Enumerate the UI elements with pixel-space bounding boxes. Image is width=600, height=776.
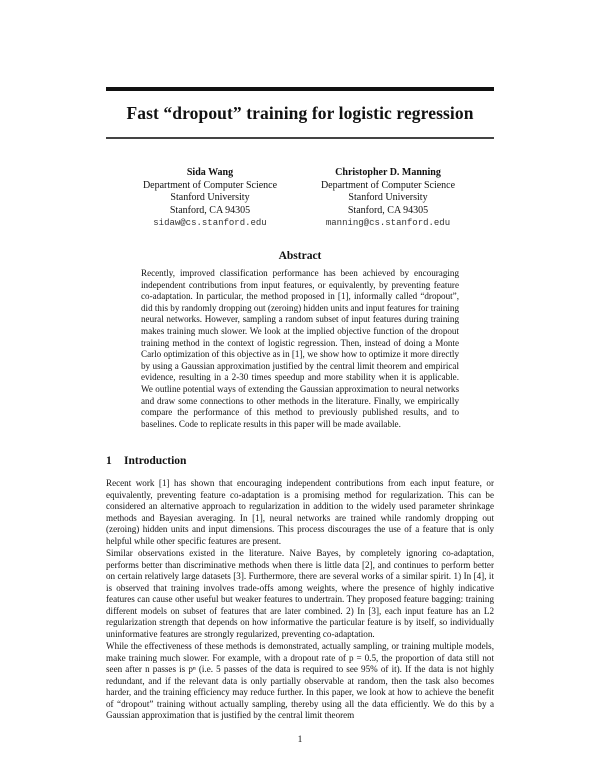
abstract-text: Recently, improved classification performance has been achieved by encouraging independent contributions from input features, or equivalently, by preventing feature co-adaptation. In particular, the method proposed in [1], informally called “dropout”, did this by randomly dropping out (zeroing) hidden units and input features for training neural networks. However, sampling a random subset of input features during training makes training much slower. We look at the implied objective function of the dropout training method in the context of logistic regression. Then, instead of doing a Monte Carlo optimization of this objective as in [1], we show how to optimize it more directly by using a Gaussian approximation justified by the central limit theorem and empirical evidence, resulting in a 2-30 times speedup and more stability when it is applicable. We outline potential ways of extending the Gaussian approximation to neural networks and draw some connections to other methods in the literature. Finally, we empirically compare the performance of this method to previously published results, and to baselines. Code to replicate results in this paper will be made available. <box>141 268 459 429</box>
author-department: Department of Computer Science <box>142 179 278 191</box>
paragraph: While the effectiveness of these methods is demonstrated, actually sampling, or training multiple models, make training much slower. For example, with a dropout rate of p = 0.5, the proportion of data still not seen after n passes is pⁿ (i.e. 5 passes of the data is required to see 95% of it). If the data is not highly redundant, and if the relevant data is only partially observable at random, then the task also becomes harder, and the training efficiency may reduce further. In this paper, we look at how to achieve the benefit of “dropout” training without actually sampling, thereby using all the data efficiently. We do this by a Gaussian approximation that is justified by the central limit theorem <box>106 641 494 721</box>
top-rule <box>106 87 494 91</box>
author-location: Stanford, CA 94305 <box>169 204 251 216</box>
paragraph: Recent work [1] has shown that encouraging independent contributions from each input feature, or equivalently, preventing feature co-adaptation is a promising method for regularization. This can be considered an alternative approach to regularization in addition to the widely used parameter shrinkage methods and Bayesian averaging. In [1], neural networks are trained while randomly dropping out (zeroing) hidden units and input dimensions. This process discourages the use of a feature that is only helpful while other specific features are present. <box>106 478 494 546</box>
section-number: 1 <box>106 455 112 467</box>
author-university: Stanford University <box>348 192 428 204</box>
paper-title: Fast “dropout” training for logistic regression <box>126 103 474 123</box>
section-heading <box>106 455 186 467</box>
author-university: Stanford University <box>170 192 250 204</box>
author-department: Department of Computer Science <box>320 179 456 191</box>
author-email: sidaw@cs.stanford.edu <box>153 218 267 229</box>
section-title: Introduction <box>124 455 187 467</box>
paragraph: Similar observations existed in the literature. Naive Bayes, by completely ignoring co-adaptation, performs better than discriminative methods when there is little data [2], and continues to perform better on certain relatively large datasets [3]. Furthermore, there are several works of a similar spirit. 1) In [4], it is observed that training involves trade-offs among weights, where the presence of highly indicative features can cause other useful but weaker features to undertrain. They proposed feature bagging: training different models on subset of features that are later combined. 2) In [3], each input feature has an L2 regularization strength that depends on how informative the particular feature is by itself, so individually uninformative features are strongly regularized, preventing co-adaptation. <box>106 548 494 639</box>
title-bottom-rule <box>106 137 494 139</box>
abstract-heading: Abstract <box>278 250 322 262</box>
author-email: manning@cs.stanford.edu <box>325 218 451 229</box>
author-name: Christopher D. Manning <box>335 167 441 178</box>
author-location: Stanford, CA 94305 <box>347 204 429 216</box>
author-block <box>110 167 310 230</box>
author-name: Sida Wang <box>186 167 234 178</box>
page-number: 1 <box>297 735 303 745</box>
author-block <box>288 167 488 230</box>
